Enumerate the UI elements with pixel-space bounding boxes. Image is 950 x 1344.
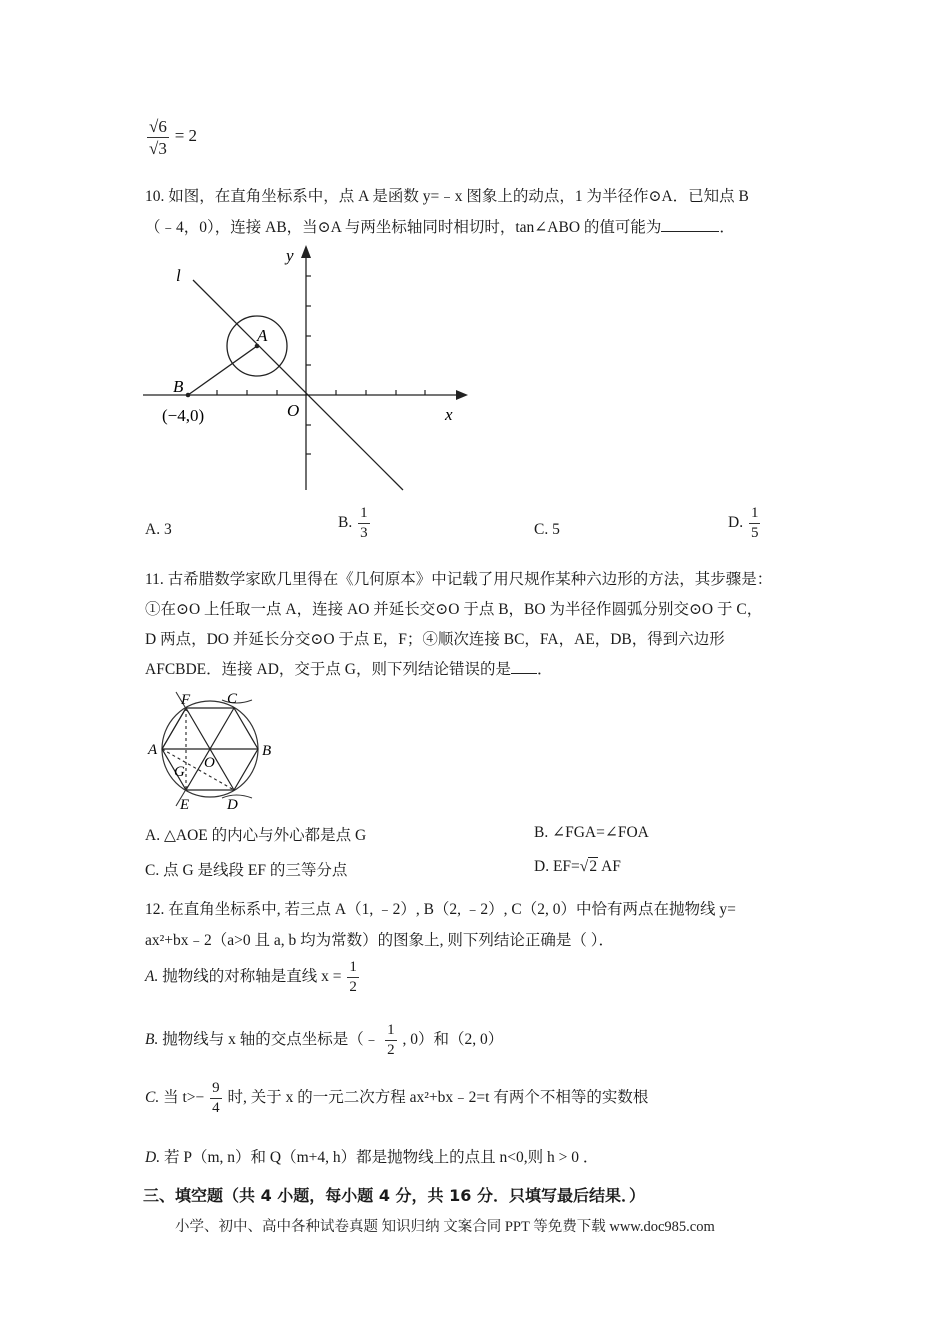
answer-blank[interactable] — [661, 230, 719, 232]
question-number: 11. — [145, 571, 164, 588]
option-text: 当 t>− — [163, 1089, 205, 1107]
label-origin: O — [287, 401, 300, 420]
option-text: ∠FGA=∠FOA — [552, 824, 649, 841]
q10-option-d[interactable] — [728, 506, 762, 541]
q11-option-b[interactable] — [534, 823, 649, 842]
option-key: D. — [145, 1149, 161, 1166]
question-text: 古希腊数学家欧几里得在《几何原本》中记载了用尺规作某种六边形的方法，其步骤是： — [167, 571, 773, 588]
q12-option-a[interactable] — [145, 960, 361, 995]
punctuation: ． — [537, 661, 553, 678]
q11-line3 — [145, 627, 725, 649]
option-key: A. — [145, 521, 161, 538]
label-point-a: A — [257, 326, 268, 345]
option-text: 点 G 是线段 EF 的三等分点 — [163, 862, 348, 879]
q11-line4 — [145, 657, 553, 679]
question-text: （﹣4，0），连接 AB，当⊙A 与两坐标轴同时相切时，tan∠ABO 的值可能为 — [145, 219, 662, 236]
formula-rhs: = 2 — [174, 126, 198, 146]
q10-coordinate-figure — [135, 238, 475, 498]
option-text: 若 P（m, n）和 Q（m+4, h）都是抛物线上的点且 n<0,则 h > 0 ． — [163, 1149, 599, 1166]
fraction-denominator: 3 — [360, 525, 368, 541]
q10-option-c[interactable] — [534, 521, 560, 539]
q12-option-d[interactable] — [145, 1145, 598, 1167]
option-key: C. — [145, 862, 160, 879]
answer-blank[interactable] — [511, 672, 537, 674]
question-text: D 两点，DO 并延长分交⊙O 于点 E，F；④顺次连接 BC，FA，AE，DB，得到六边形 — [145, 631, 725, 648]
fraction-numerator: 1 — [360, 505, 368, 521]
square-root: √2 — [579, 858, 598, 875]
fraction-denominator: 5 — [750, 525, 759, 541]
x-ticks — [217, 390, 425, 395]
fraction-numerator: 1 — [349, 959, 357, 975]
q11-line2 — [145, 597, 762, 619]
segment-ab — [188, 346, 257, 395]
q11-option-d[interactable] — [534, 858, 621, 876]
question-text: 如图，在直角坐标系中，点 A 是函数 y=﹣x 图象上的动点，1 为半径作⊙A．已知点 B — [168, 188, 749, 205]
page-footer: 小学、初中、高中各种试卷真题 知识归纳 文案合同 PPT 等免费下载 www.doc985.com — [175, 1219, 715, 1235]
label-a: A — [148, 742, 158, 758]
question-number: 10. — [145, 188, 165, 205]
option-text: 抛物线与 x 轴的交点坐标是（﹣ — [162, 1031, 380, 1049]
question-text: ①在⊙O 上任取一点 A，连接 AO 并延长交⊙O 于点 B，BO 为半径作圆弧分别交⊙O 于 C， — [145, 601, 763, 618]
label-b: B — [262, 743, 272, 759]
fraction-denominator: 2 — [387, 1042, 395, 1058]
option-key: C. — [145, 1089, 160, 1107]
label-e: E — [180, 797, 190, 813]
q10-option-b[interactable] — [338, 506, 372, 541]
fraction-numerator: 1 — [387, 1022, 395, 1038]
label-point-b: B — [173, 377, 184, 396]
option-text: EF= — [552, 858, 580, 875]
option-key: A. — [145, 968, 159, 986]
fraction-denominator: 2 — [349, 979, 357, 995]
label-line-l: l — [176, 266, 181, 285]
option-text: AF — [601, 858, 621, 875]
q10-line2 — [145, 215, 735, 237]
option-key: D. — [534, 858, 550, 875]
fraction-denominator: √3 — [149, 139, 167, 158]
label-f: F — [181, 692, 191, 708]
option-key: B. — [145, 1031, 159, 1049]
option-text: , 0）和（2, 0） — [402, 1031, 504, 1049]
label-o: O — [204, 755, 215, 771]
option-text: 时, 关于 x 的一元二次方程 ax²+bx﹣2=t 有两个不相等的实数根 — [227, 1089, 649, 1107]
option-key: B. — [534, 824, 549, 841]
q12-option-b[interactable] — [145, 1023, 503, 1058]
option-text: 抛物线的对称轴是直线 x = — [162, 968, 342, 986]
question-text: 在直角坐标系中, 若三点 A（1, ﹣2）, B（2, ﹣2）, C（2, 0）中恰有两点在抛物线 y= — [168, 901, 736, 918]
q12-line1 — [145, 897, 736, 919]
carry-over-formula — [145, 118, 197, 157]
label-y-axis: y — [286, 246, 294, 265]
option-key: D. — [728, 514, 744, 532]
label-g: G — [174, 764, 185, 780]
option-text: △AOE 的内心与外心都是点 G — [163, 827, 367, 844]
q11-option-a[interactable] — [145, 823, 366, 845]
fraction-numerator: √6 — [149, 117, 167, 136]
point-b — [186, 393, 191, 398]
question-number: 12. — [145, 901, 165, 918]
line-l — [193, 280, 403, 490]
q12-option-c[interactable] — [145, 1081, 648, 1116]
label-d: D — [227, 797, 238, 813]
q10-option-a[interactable] — [145, 521, 172, 539]
question-text: AFCBDE．连接 AD，交于点 G，则下列结论错误的是 — [145, 661, 511, 678]
label-c: C — [227, 691, 238, 707]
q11-option-c[interactable] — [145, 858, 347, 880]
q11-hexagon-figure — [140, 684, 290, 814]
fraction-numerator: 9 — [212, 1080, 220, 1096]
q12-line2 — [145, 928, 614, 950]
y-axis-arrow-icon — [301, 245, 311, 258]
option-key: B. — [338, 514, 353, 532]
fraction-numerator: 1 — [750, 505, 759, 521]
q11-line1 — [145, 567, 772, 589]
option-key: A. — [145, 827, 161, 844]
punctuation: ． — [719, 219, 735, 236]
section-heading: 三、填空题（共 4 小题，每小题 4 分，共 16 分．只填写最后结果．） — [143, 1186, 645, 1205]
label-b-coordinates: (−4,0) — [162, 406, 205, 425]
question-text: ax²+bx﹣2（a>0 且 a, b 均为常数）的图象上, 则下列结论正确是（ ）． — [145, 932, 615, 949]
option-value: 5 — [552, 521, 560, 538]
option-value: 3 — [163, 521, 172, 538]
option-key: C. — [534, 521, 549, 538]
fraction-denominator: 4 — [212, 1100, 220, 1116]
y-ticks — [306, 276, 311, 454]
label-x-axis: x — [445, 405, 453, 424]
x-axis-arrow-icon — [456, 390, 468, 400]
q10-line1 — [145, 184, 749, 206]
